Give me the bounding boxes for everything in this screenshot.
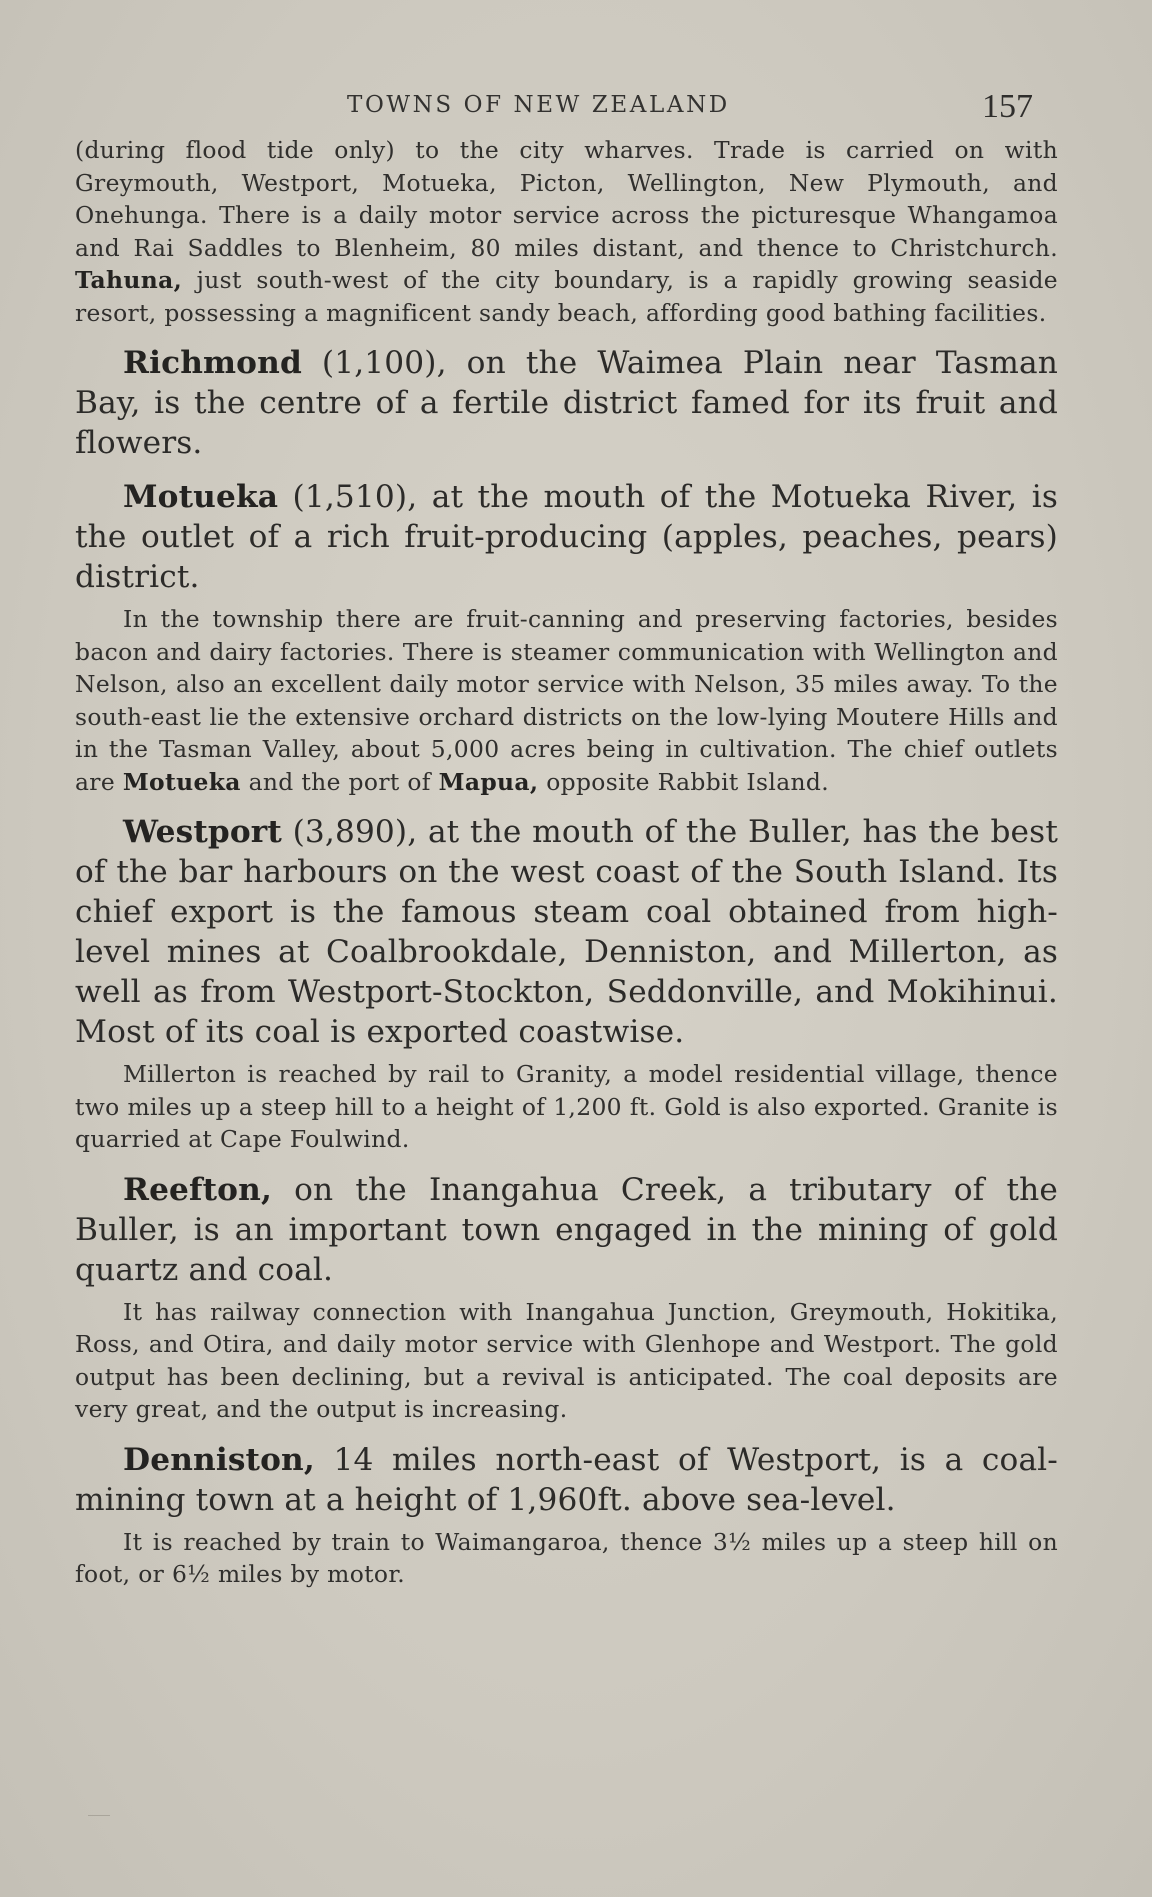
place-name-motueka: Motueka bbox=[123, 479, 279, 515]
page-number: 157 bbox=[982, 88, 1033, 125]
place-name-tahuna: Tahuna, bbox=[75, 266, 183, 294]
note-reefton: It has railway connection with Inangahua Junction, Greymouth, Hokitika, Ross, and Otira, and daily motor service with Glenhope and Westport. The gold output has been declining, but a revival is anticipated. The coal deposits are very great, and the output is increasing. bbox=[75, 1297, 1058, 1423]
paragraph-text: (during flood tide only) to the city wharves. Trade is carried on with Greymouth, Westport, Motueka, Picton, Wellington, New Plymouth, and Onehunga. There is a daily motor service across the picturesque Whangamoa and Rai Saddles to Blenheim, 80 miles distant, and thence to Christchurch. bbox=[75, 136, 1058, 262]
place-name-mapua: Mapua, bbox=[438, 767, 539, 796]
paragraph-text: just south-west of the city boundary, is a rapidly growing seaside resort, possessing a magnificent sandy beach, affording good bathing facilities. bbox=[75, 266, 1058, 327]
note-text: In the township there are fruit-canning and preserving factories, besides bacon and dairy factories. There is steamer communication with Wellington and Nelson, also an excellent daily motor service with Nelson, 35 miles away. To the south-east lie the extensive orchard districts on the low-lying Moutere Hills and in the Tasman Valley, about 5,000 acres being in cultivation. The chief outlets are bbox=[75, 605, 1058, 796]
entry-motueka bbox=[75, 477, 1058, 597]
entry-reefton bbox=[75, 1170, 1058, 1290]
entry-text: 14 miles north-east of Westport, is a coal-mining town at a height of 1,960ft. above sea-level. bbox=[75, 1441, 1058, 1518]
page-mark bbox=[88, 1815, 110, 1816]
place-name-denniston: Denniston, bbox=[123, 1441, 315, 1478]
entry-denniston bbox=[75, 1440, 1058, 1520]
running-head-title: TOWNS OF NEW ZEALAND bbox=[347, 92, 730, 118]
paragraph-nelson-continued bbox=[75, 134, 1058, 329]
note-denniston: It is reached by train to Waimangaroa, thence 3½ miles up a steep hill on foot, or 6½ miles by motor. bbox=[75, 1527, 1058, 1588]
note-motueka bbox=[75, 603, 1058, 798]
place-name-reefton: Reefton, bbox=[123, 1171, 272, 1208]
entry-richmond bbox=[75, 343, 1058, 463]
entry-text: on the Inangahua Creek, a tributary of the Buller, is an important town engaged in the mining of gold quartz and coal. bbox=[75, 1171, 1058, 1288]
entry-text: (1,100), on the Waimea Plain near Tasman Bay, is the centre of a fertile district famed for its fruit and flowers. bbox=[75, 345, 1058, 461]
running-head bbox=[75, 88, 1058, 134]
place-name-westport: Westport bbox=[123, 814, 282, 850]
place-name-motueka-outlet: Motueka bbox=[122, 767, 241, 796]
entry-text: (3,890), at the mouth of the Buller, has the best of the bar harbours on the west coast of the South Island. Its chief export is the famous steam coal obtained from high-level mines at Coalbrookdale, Denniston, and Millerton, as well as from Westport-Stockton, Seddonville, and Mokihinui. Most of its coal is exported coastwise. bbox=[75, 814, 1058, 1050]
note-text: and the port of bbox=[240, 767, 439, 796]
note-westport: Millerton is reached by rail to Granity, a model residential village, thence two miles up a steep hill to a height of 1,200 ft. Gold is also exported. Granite is quarried at Cape Foulwind. bbox=[75, 1060, 1058, 1153]
place-name-richmond: Richmond bbox=[123, 345, 302, 381]
entry-westport bbox=[75, 812, 1058, 1052]
book-page bbox=[75, 88, 1058, 1591]
note-text: opposite Rabbit Island. bbox=[538, 767, 830, 796]
entry-text: (1,510), at the mouth of the Motueka River, is the outlet of a rich fruit-producing (apples, peaches, pears) district. bbox=[75, 479, 1058, 595]
